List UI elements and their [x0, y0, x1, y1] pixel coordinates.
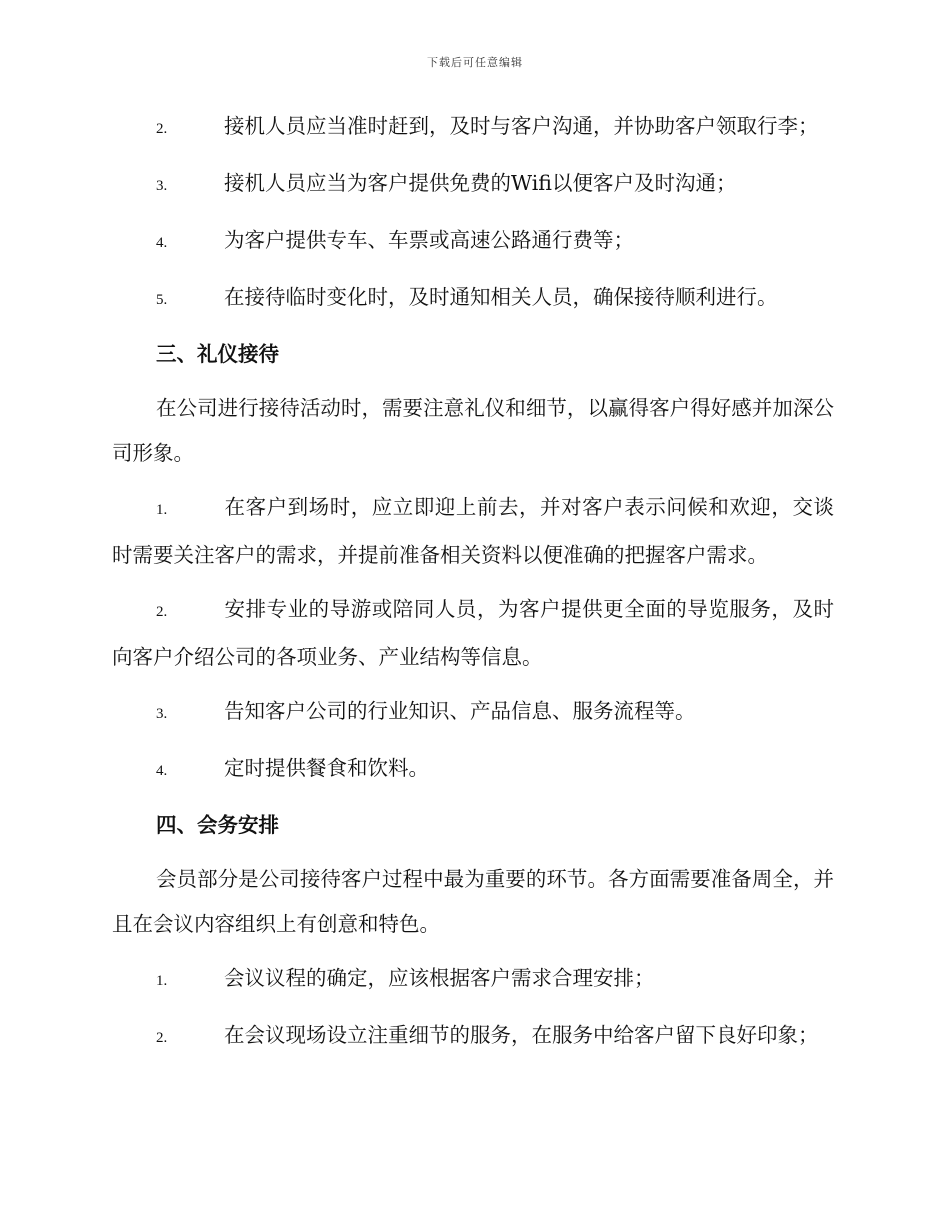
item-text: 接机人员应当准时赶到，及时与客户沟通，并协助客户领取行李；: [224, 114, 819, 138]
item-text: 告知客户公司的行业知识、产品信息、服务流程等。: [224, 699, 696, 723]
item-text: 在客户到场时，应立即迎上前去，并对客户表示问候和欢迎，交谈时需要关注客户的需求，并提前准备相关资料以便准确的把握客户需求。: [112, 495, 834, 567]
list-item: [112, 956, 834, 1004]
item-number: 3.: [156, 178, 168, 194]
item-number: 1.: [156, 973, 168, 989]
item-text: 会议议程的确定，应该根据客户需求合理安排；: [224, 966, 655, 990]
section-heading: 三、礼仪接待: [156, 342, 279, 366]
item-number: 3.: [156, 706, 168, 722]
item-number: 4.: [156, 235, 168, 251]
list-item: [112, 746, 834, 794]
item-text: 在会议现场设立注重细节的服务，在服务中给客户留下良好印象；: [224, 1023, 819, 1047]
page-header: 下载后可任意编辑: [427, 56, 523, 69]
section-intro: 会员部分是公司接待客户过程中最为重要的环节。各方面需要准备周全，并且在会议内容组织上有创意和特色。: [112, 867, 834, 936]
list-item: [112, 587, 834, 680]
section-heading: 四、会务安排: [156, 813, 279, 837]
document-body: [112, 104, 834, 1070]
list-item: [112, 218, 834, 266]
item-text: 在接待临时变化时，及时通知相关人员，确保接待顺利进行。: [224, 285, 778, 309]
item-number: 4.: [156, 763, 168, 779]
item-text: 为客户提供专车、车票或高速公路通行费等；: [224, 228, 634, 252]
list-item: [112, 275, 834, 323]
item-number: 1.: [156, 502, 168, 518]
item-text: 安排专业的导游或陪同人员，为客户提供更全面的导览服务，及时向客户介绍公司的各项业务、产业结构等信息。: [112, 597, 834, 669]
item-number: 2.: [156, 1030, 168, 1046]
item-number: 2.: [156, 121, 168, 137]
list-item: [112, 161, 834, 209]
item-text: 接机人员应当为客户提供免费的Wifi以便客户及时沟通；: [224, 171, 737, 195]
item-number: 2.: [156, 604, 168, 620]
list-item: [112, 485, 834, 578]
section-intro: 在公司进行接待活动时，需要注意礼仪和细节，以赢得客户得好感并加深公司形象。: [112, 396, 834, 465]
list-item: [112, 104, 834, 152]
item-text: 定时提供餐食和饮料。: [224, 756, 429, 780]
list-item: [112, 1013, 834, 1061]
list-item: [112, 689, 834, 737]
item-number: 5.: [156, 292, 168, 308]
